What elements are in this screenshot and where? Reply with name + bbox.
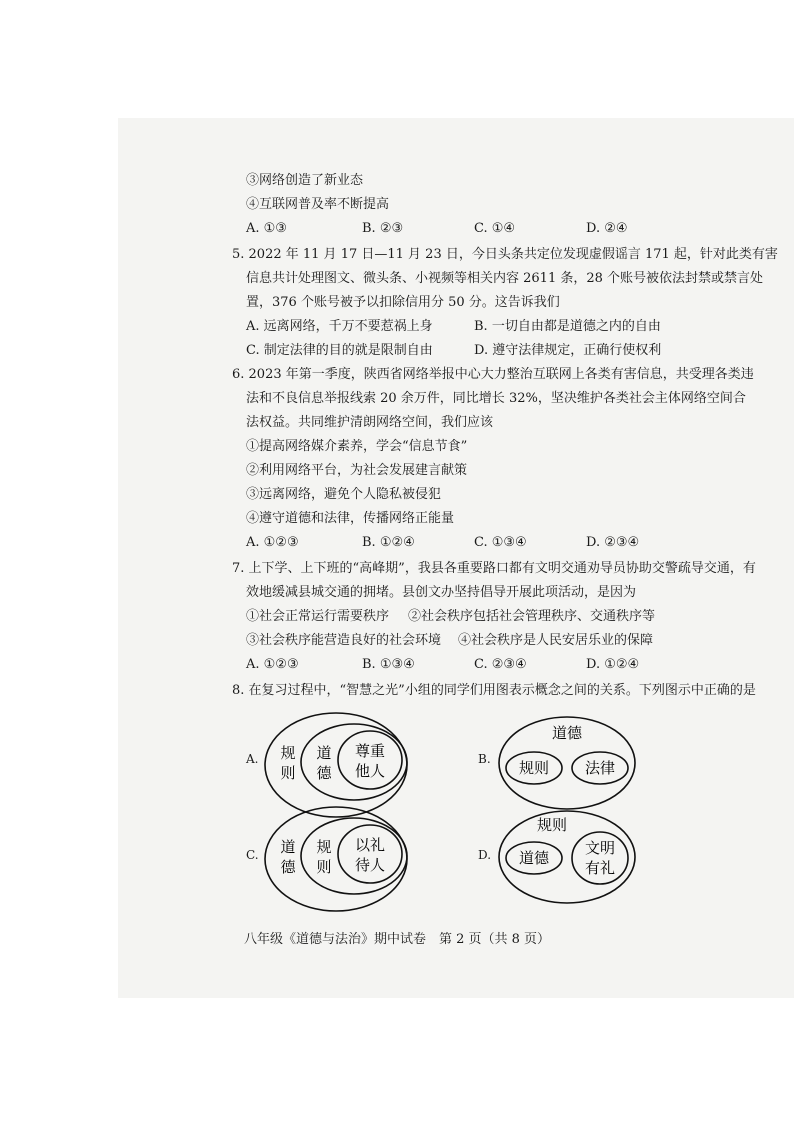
q5-stem-line-3: 置，376 个账号被予以扣除信用分 50 分。这告诉我们	[246, 295, 560, 310]
q7-stem-line-1: 7. 上下学、上下班的“高峰期”，我县各重要路口都有文明交通劝导员协助交警疏导交通，有	[232, 561, 756, 576]
q7-option-d: D. ①②④	[586, 657, 640, 672]
diagram-a-label: A.	[246, 752, 259, 766]
diagram-d	[496, 808, 638, 906]
diagram-d-right-text-1: 文明	[584, 839, 616, 857]
q5-option-a: A. 远离网络，千万不要惹祸上身	[246, 319, 433, 334]
q6-item-1: ①提高网络媒介素养，学会“信息节食”	[246, 439, 468, 454]
diagram-c-inner-text-2: 待人	[354, 856, 386, 874]
diagram-b-outer-text: 道德	[551, 724, 583, 742]
q4-item-4: ④互联网普及率不断提高	[246, 197, 390, 212]
diagram-c-outer-text-1: 道	[280, 838, 296, 856]
diagram-a-middle-text-2: 德	[316, 764, 332, 782]
diagram-d-outer-text: 规则	[536, 816, 568, 834]
page-footer: 八年级《道德与法治》期中试卷 第 2 页（共 8 页）	[243, 932, 551, 947]
q4-item-3: ③网络创造了新业态	[246, 173, 364, 188]
diagram-c-label: C.	[246, 848, 259, 862]
q5-stem-line-1: 5. 2022 年 11 月 17 日—11 月 23 日，今日头条共定位发现虚假谣言 171 起，针对此类有害	[232, 247, 778, 262]
q7-option-a: A. ①②③	[246, 657, 299, 672]
q6-item-3: ③远离网络，避免个人隐私被侵犯	[246, 487, 442, 502]
diagram-b-right-text: 法律	[584, 759, 616, 777]
q6-option-b: B. ①②④	[362, 535, 415, 550]
q4-option-d: D. ②④	[586, 221, 628, 236]
q6-item-4: ④遵守道德和法律，传播网络正能量	[246, 511, 455, 526]
diagram-c-outer-text-2: 德	[280, 858, 296, 876]
diagram-a-outer-text-1: 规	[280, 744, 296, 762]
q5-stem-line-2: 信息共计处理图文、微头条、小视频等相关内容 2611 条，28 个账号被依法封禁或禁言处	[246, 271, 764, 286]
diagram-d-left-text: 道德	[518, 849, 550, 867]
q7-stem-line-2: 效地缓减县城交通的拥堵。县创文办坚持倡导开展此项活动，是因为	[246, 585, 637, 600]
diagram-b-left-text: 规则	[518, 759, 550, 777]
diagram-a-inner-text-1: 尊重	[354, 742, 386, 760]
q7-item-2: ②社会秩序包括社会管理秩序、交通秩序等	[408, 609, 656, 624]
q7-item-1: ①社会正常运行需要秩序	[246, 609, 390, 624]
diagram-a-inner-ellipse	[338, 731, 402, 789]
q4-option-a: A. ①③	[246, 221, 287, 236]
diagram-b-label: B.	[478, 752, 491, 766]
q6-stem-line-1: 6. 2023 年第一季度，陕西省网络举报中心大力整治互联网上各类有害信息，共受理各类违	[232, 367, 754, 382]
q6-option-d: D. ②③④	[586, 535, 640, 550]
q4-option-b: B. ②③	[362, 221, 404, 236]
diagram-a-outer-text-2: 则	[280, 764, 296, 782]
q5-option-c: C. 制定法律的目的就是限制自由	[246, 343, 433, 358]
q7-item-4: ④社会秩序是人民安居乐业的保障	[458, 633, 654, 648]
q6-stem-line-2: 法和不良信息举报线索 20 余万件，同比增长 32%，坚决维护各类社会主体网络空间合	[246, 391, 746, 406]
diagram-a-inner-text-2: 他人	[354, 762, 386, 780]
q7-option-c: C. ②③④	[474, 657, 527, 672]
diagram-a-middle-text-1: 道	[316, 744, 332, 762]
diagram-c-inner-text-1: 以礼	[354, 836, 386, 854]
diagram-c-middle-text-1: 规	[316, 838, 332, 856]
diagram-c-inner-ellipse	[338, 825, 402, 883]
diagram-c-middle-text-2: 则	[316, 858, 332, 876]
q5-option-d: D. 遵守法律规定，正确行使权利	[474, 343, 662, 358]
q6-option-a: A. ①②③	[246, 535, 299, 550]
q8-stem: 8. 在复习过程中，“智慧之光”小组的同学们用图表示概念之间的关系。下列图示中正确的是	[232, 683, 756, 698]
q7-item-3: ③社会秩序能营造良好的社会环境	[246, 633, 442, 648]
q6-item-2: ②利用网络平台，为社会发展建言献策	[246, 463, 468, 478]
q7-option-b: B. ①③④	[362, 657, 415, 672]
diagram-d-label: D.	[478, 848, 492, 862]
diagram-c	[262, 804, 410, 914]
q6-stem-line-3: 法权益。共同维护清朗网络空间，我们应该	[246, 415, 494, 430]
q4-option-c: C. ①④	[474, 221, 516, 236]
diagram-b	[496, 714, 638, 812]
diagram-d-right-text-2: 有礼	[584, 859, 616, 877]
q5-option-b: B. 一切自由都是道德之内的自由	[474, 319, 661, 334]
q6-option-c: C. ①③④	[474, 535, 527, 550]
